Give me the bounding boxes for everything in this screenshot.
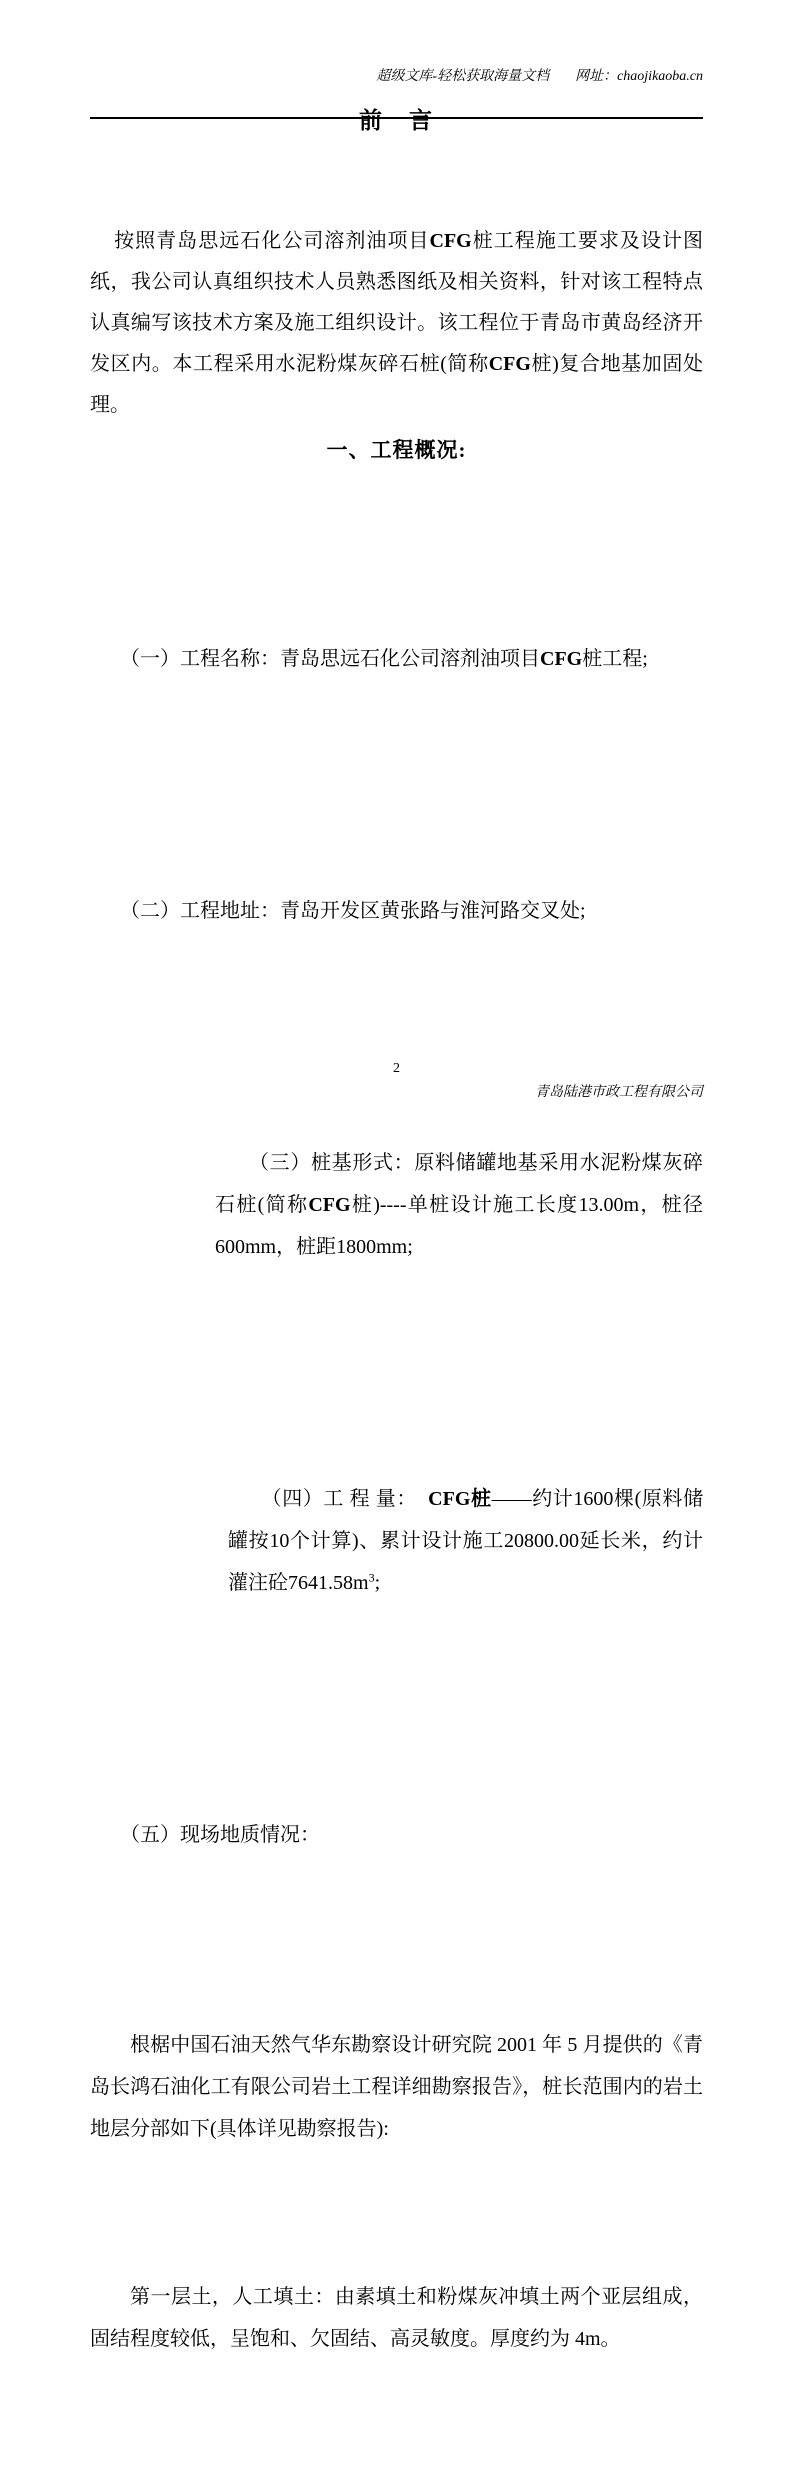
item-text: ——约计1600棵(原料储罐按10个计算)、累计设计施工20800.00延长米，约计灌注砼7641.58m xyxy=(228,1488,704,1594)
item-text: 青岛思远石化公司溶剂油项目 xyxy=(280,648,540,670)
cfg-bold-text: CFG xyxy=(540,648,583,670)
cfg-bold-text: CFG xyxy=(488,353,531,375)
item-label: （一）工程名称： xyxy=(120,648,280,670)
superscript-cubed: 3 xyxy=(368,1570,375,1585)
item-label: （五）现场地质情况： xyxy=(120,1824,320,1846)
company-name: 青岛陆港市政工程有限公司 xyxy=(535,1085,703,1100)
geology-item xyxy=(90,1772,703,1898)
cfg-bold-text: CFG xyxy=(429,230,472,252)
page-footer xyxy=(90,1033,703,1100)
item-text: 桩)----单桩设计施工长度13.00m，桩径600mm，桩距1800mm; xyxy=(215,1194,703,1258)
pile-type-item xyxy=(90,1100,703,1310)
item-text: 青岛开发区黄张路与淮河路交叉处; xyxy=(280,900,586,922)
preface-paragraph xyxy=(90,180,703,467)
item-text: 桩工程; xyxy=(582,648,648,670)
page-number: 2 xyxy=(393,1061,400,1076)
item-label: （四）工 程 量： xyxy=(261,1488,429,1510)
geology-report-paragraph: 根椐中国石油天然气华东勘察设计研究院 2001 年 5 月提供的《青岛长鸿石油化工有限公司岩土工程详细勘察报告》，桩长范围内的岩土地层分部如下(具体详见勘察报告): xyxy=(90,2034,703,2140)
item-label: （二）工程地址： xyxy=(120,900,280,922)
section-body xyxy=(90,470,703,2486)
watermark-text: 超级文库-轻松获取海量文档 xyxy=(376,69,550,84)
project-address-item xyxy=(90,848,703,974)
soil-layer-paragraph: 第一层土，人工填土：由素填土和粉煤灰冲填土两个亚层组成，固结程度较低，呈饱和、欠固结、高灵敏度。厚度约为 4m。 xyxy=(90,2286,703,2350)
item-label: （三）桩基形式： xyxy=(249,1152,415,1174)
page-title: 前 言 xyxy=(359,108,434,133)
quantity-item xyxy=(90,1436,703,1646)
site-url-text: 网址：chaojikaoba.cn xyxy=(575,69,703,84)
section-heading: 一、工程概况: xyxy=(326,438,467,462)
item-text: ; xyxy=(374,1572,381,1594)
cfg-bold-text: CFG xyxy=(308,1194,351,1216)
project-name-item xyxy=(90,596,703,722)
preface-text: 桩)复合地基加固处理。 xyxy=(90,353,703,416)
preface-text: 按照青岛思远石化公司溶剂油项目 xyxy=(114,230,430,252)
item-text: 原料储罐地基采用水泥粉煤灰碎石桩(简称 xyxy=(215,1152,704,1216)
cfg-bold-text: CFG桩 xyxy=(428,1488,492,1510)
preface-text: 桩工程施工要求及设计图纸，我公司认真组织技术人员熟悉图纸及相关资料，针对该工程特点认真编写该技术方案及施工组织设计。该工程位于青岛市黄岛经济开发区内。本工程采用水泥粉煤灰碎石桩(简称 xyxy=(90,230,704,375)
